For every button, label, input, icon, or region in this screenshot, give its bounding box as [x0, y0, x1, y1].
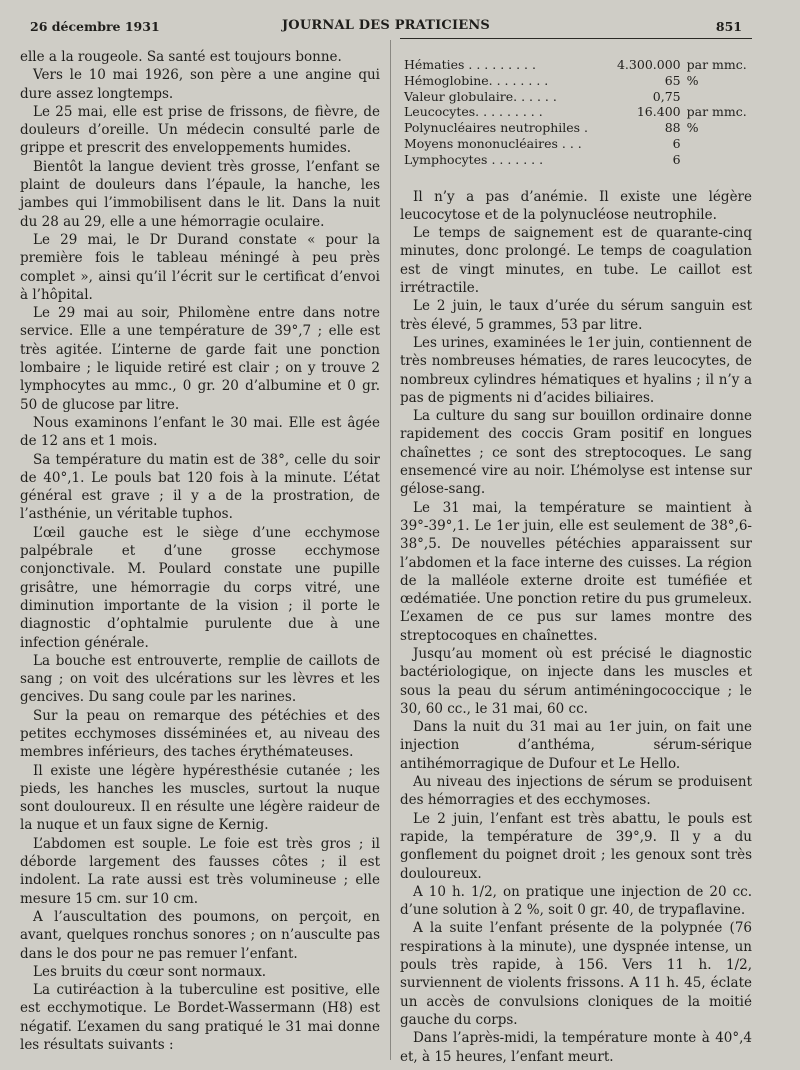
- paragraph: L’œil gauche est le siège d’une ecchymose palpébrale et d’une grosse ecchymose conjonctivale. M. Poulard constate une pupille grisâtre, une hémorragie du corps vitré, une diminution importante de la vision ; il porte le diagnostic d’ophtalmie purulente due à une infection générale.: [20, 524, 380, 651]
- table-row: [400, 57, 752, 73]
- paragraph: L’abdomen est souple. Le foie est très gros ; il déborde largement des fausses côtes ; il est indolent. La rate aussi est très volumineuse ; elle mesure 15 cm. sur 10 cm.: [20, 835, 380, 907]
- lab-value: 6: [672, 135, 681, 151]
- header-rule: [400, 38, 752, 39]
- table-spacer: [400, 174, 752, 188]
- paragraph: Les bruits du cœur sont normaux.: [33, 963, 267, 980]
- paragraph: Au niveau des injections de sérum se produisent des hémorragies et des ecchymoses.: [400, 774, 752, 809]
- lab-unit: [687, 136, 752, 152]
- paragraph: Il n’y a pas d’anémie. Il existe une légère leucocytose et de la polynucléose neutrophile.: [400, 188, 752, 223]
- paragraph: Il existe une légère hypéresthésie cutanée ; les pieds, les hanches les muscles, surtout la nuque sont douloureux. Il en résulte une légère raideur de la nuque et un faux signe de Kernig.: [20, 762, 380, 834]
- paragraph: La culture du sang sur bouillon ordinaire donne rapidement des coccis Gram positif en longues chaînettes ; ce sont des streptocoques. Le sang ensemencé vire au noir. L’hémolyse est intense sur gélose-sang.: [400, 408, 752, 498]
- running-header: [30, 16, 742, 38]
- lab-value: 6: [672, 151, 681, 167]
- paragraph: Le 2 juin, l’enfant est très abattu, le pouls est rapide, la température de 39°,9. Il y a du gonflement du poignet droit ; les genoux sont très douloureux.: [400, 810, 752, 882]
- lab-value: 0,75: [652, 88, 681, 104]
- paragraph: Les urines, examinées le 1er juin, contiennent de très nombreuses hématies, de rares leucocytes, de nombreux cylindres hématiques et hyalins ; il n’y a pas de pigments ni d’acides biliaires.: [400, 334, 752, 406]
- lab-name: Hématies . . . . . . . . .: [404, 57, 536, 72]
- paragraph: A 10 h. 1/2, on pratique une injection de 20 cc. d’une solution à 2 %, soit 0 gr. 40, de trypaflavine.: [400, 883, 752, 919]
- paragraph: elle a la rougeole. Sa santé est toujours bonne.: [20, 49, 342, 65]
- paragraph: Dans l’après-midi, la température monte à 40°,4 et, à 15 heures, l’enfant meurt.: [400, 1030, 752, 1065]
- lab-unit: par mmc.: [686, 57, 747, 72]
- lab-value: 4.300.000: [616, 57, 681, 72]
- lab-value: 88: [664, 120, 681, 136]
- table-row: [400, 120, 752, 136]
- paragraph: A la suite l’enfant présente de la polypnée (76 respirations à la minute), une dyspnée intense, un pouls très rapide, à 156. Vers 11 h. 1/2, surviennent de violents frissons. A 11 h. 45, éclate un accès de convulsions cloniques de la moitié gauche du corps.: [400, 920, 752, 1028]
- paragraph: Le 25 mai, elle est prise de frissons, de fièvre, de douleurs d’oreille. Un médecin consulté parle de grippe et prescrit des enveloppements humides.: [20, 103, 380, 157]
- table-row: [400, 73, 752, 89]
- paragraph: Sur la peau on remarque des pétéchies et des petites ecchymoses disséminées et, au niveau des membres inférieurs, des taches érythémateuses.: [20, 707, 380, 761]
- header-page-number: 851: [715, 19, 742, 34]
- lab-unit: %: [686, 72, 699, 88]
- paragraph: Le 2 juin, le taux d’urée du sérum sanguin est très élevé, 5 grammes, 53 par litre.: [400, 298, 752, 333]
- paragraph: Sa température du matin est de 38°, celle du soir de 40°,1. Le pouls bat 120 fois à la minute. L’état général est grave ; il y a de la prostration, de l’asthénie, un véritable tuphos.: [20, 451, 380, 523]
- lab-name: Lymphocytes . . . . . . .: [404, 151, 544, 167]
- column-divider: [390, 40, 391, 1060]
- lab-unit: par mmc.: [686, 104, 747, 120]
- paragraph: Jusqu’au moment où est précisé le diagnostic bactériologique, on injecte dans les muscles et sous la peau du sérum antiméningococcique ; le 30, 60 cc., le 31 mai, 60 cc.: [400, 646, 752, 717]
- lab-name: Valeur globulaire. . . . . .: [404, 88, 557, 104]
- lab-unit: [687, 152, 752, 168]
- table-row: [400, 104, 752, 120]
- paragraph: Dans la nuit du 31 mai au 1er juin, on fait une injection d’anthéma, sérum-sérique antihémorragique de Dufour et Le Hello.: [400, 719, 752, 772]
- paragraph: Le temps de saignement est de quarante-cinq minutes, donc prolongé. Le temps de coagulation est de vingt minutes, en tube. Le caillot est irrétractile.: [400, 225, 752, 297]
- paragraph: A l’auscultation des poumons, on perçoit, en avant, quelques ronchus sonores ; on n’ausculte pas dans le dos pour ne pas remuer l’enfant.: [20, 908, 380, 962]
- header-date: 26 décembre 1931: [30, 19, 160, 34]
- paragraph: Le 29 mai, le Dr Durand constate « pour la première fois le tableau méningé à peu près complet », ainsi qu’il l’écrit sur le certificat d’envoi à l’hôpital.: [20, 231, 380, 303]
- lab-name: Hémoglobine. . . . . . . .: [404, 72, 549, 88]
- lab-name: Polynucléaires neutrophiles .: [404, 120, 589, 136]
- left-column: [20, 48, 380, 1054]
- header-journal-title: JOURNAL DES PRATICIENS: [281, 18, 491, 33]
- lab-value: 65: [664, 72, 681, 88]
- lab-unit: [687, 89, 752, 105]
- lab-name: Leucocytes. . . . . . . . .: [404, 104, 543, 120]
- lab-unit: %: [686, 120, 699, 136]
- blood-test-table: [400, 57, 752, 168]
- lab-value: 16.400: [636, 104, 681, 120]
- right-column: [400, 57, 752, 1066]
- paragraph: Le 29 mai au soir, Philomène entre dans notre service. Elle a une température de 39°,7 ; elle est très agitée. L’interne de garde fait une ponction lombaire ; le liquide retiré est clair ; on y trouve 2 lymphocytes au mmc., 0 gr. 20 d’albumine et 0 gr. 50 de glucose par litre.: [20, 305, 380, 413]
- paragraph: La bouche est entrouverte, remplie de caillots de sang ; on voit des ulcérations sur les lèvres et les gencives. Du sang coule par les narines.: [20, 652, 380, 706]
- paragraph: Bientôt la langue devient très grosse, l’enfant se plaint de douleurs dans l’épaule, la hanche, les jambes qui l’immobilisent dans le lit. Dans la nuit du 28 au 29, elle a une hémorragie oculaire.: [20, 158, 380, 230]
- paragraph: Le 31 mai, la température se maintient à 39°-39°,1. Le 1er juin, elle est seulement de 38°,6-38°,5. De nouvelles pétéchies apparaissent sur l’abdomen et la face interne des cuisses. La région de la malléole externe droite est tuméfiée et œdématiée. Une ponction retire du pus grumeleux. L’examen de ce pus sur lames montre des streptocoques en chaînettes.: [400, 499, 752, 644]
- paragraph: Nous examinons l’enfant le 30 mai. Elle est âgée de 12 ans et 1 mois.: [20, 414, 380, 450]
- paragraph: Vers le 10 mai 1926, son père a une angine qui dure assez longtemps.: [20, 67, 380, 102]
- lab-name: Moyens mononucléaires . . .: [404, 135, 582, 151]
- table-row: [400, 89, 752, 105]
- paragraph: La cutiréaction à la tuberculine est positive, elle est ecchymotique. Le Bordet-Wassermann (H8) est négatif. L’examen du sang pratiqué le 31 mai donne les résultats suivants :: [20, 982, 380, 1054]
- table-row: [400, 152, 752, 168]
- table-row: [400, 136, 752, 152]
